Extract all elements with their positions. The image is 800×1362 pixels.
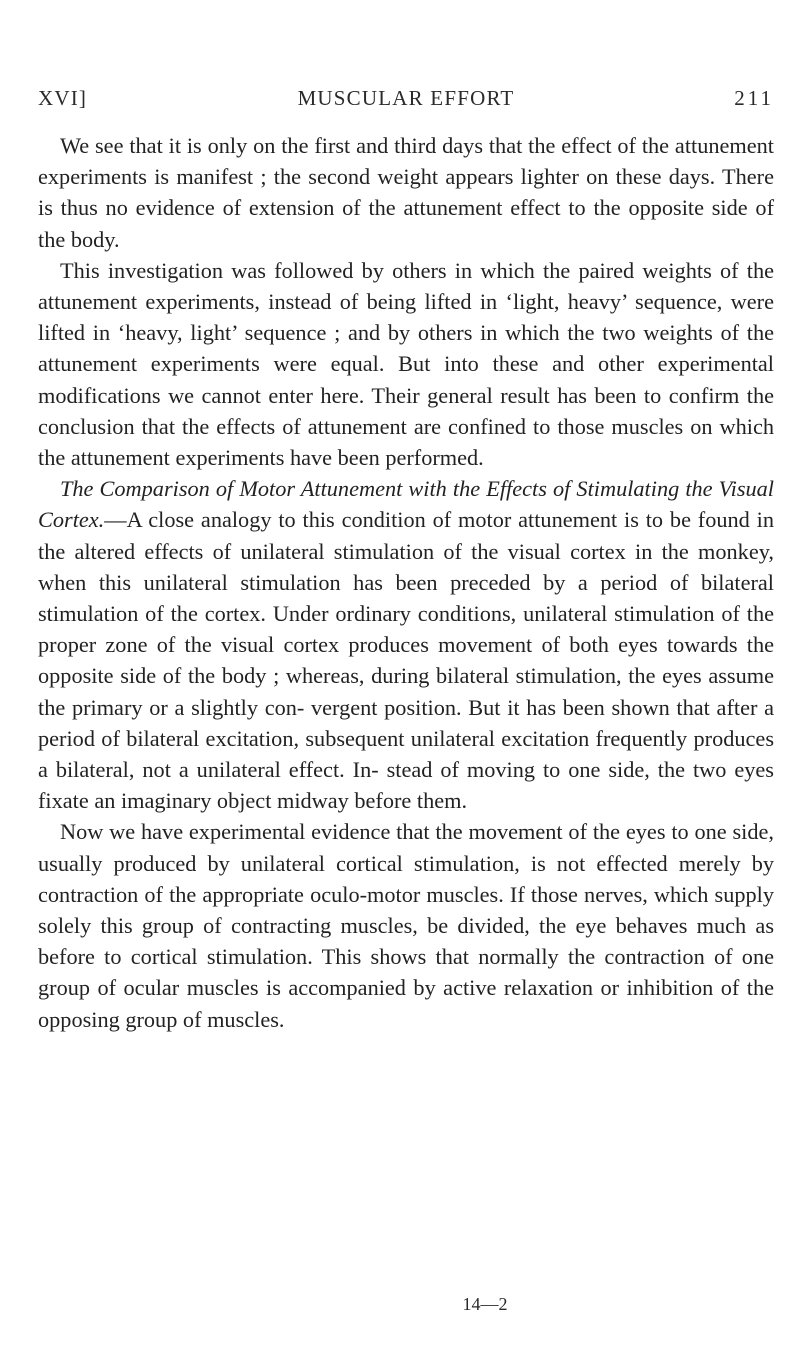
- paragraph-text: This investigation was followed by others in which the paired weights of the attunement experiments, instead of being lifted in ‘light, heavy’ sequence, were lifted in ‘heavy, light’ sequence ; and by others in which the two weights of the attunement experiments were equal. But into these and other experimental modifications we cannot enter here. Their general result has been to confirm the conclusion that the effects of attunement are confined to those muscles on which the attunement experiments have been performed.: [38, 257, 774, 471]
- paragraph-text: We see that it is only on the first and third days that the effect of the attunement experiments is manifest ; the second weight appears lighter on these days. There is thus no evidence of extension of the attunement effect to the opposite side of the body.: [38, 133, 774, 252]
- signature-mark: 14—2: [462, 1294, 508, 1314]
- paragraph: [38, 816, 774, 1034]
- page-number: 211: [734, 86, 774, 110]
- body-text: [38, 130, 774, 1035]
- paragraph: [38, 255, 774, 473]
- paragraph: [38, 130, 774, 255]
- running-title: MUSCULAR EFFORT: [297, 86, 515, 110]
- paragraph-text: Now we have experimental evidence that the movement of the eyes to one side, usually produced by unilateral cortical stimulation, is not effected merely by contraction of the appropriate oculo-motor muscles. If those nerves, which supply solely this group of contracting muscles, be divided, the eye behaves much as before to cortical stimulation. This shows that normally the contraction of one group of ocular muscles is accompanied by active relaxation or inhibition of the opposing group of muscles.: [38, 819, 774, 1032]
- paragraph-text: —A close analogy to this condition of motor attunement is to be found in the altered effects of unilateral stimulation of the visual cortex in the monkey, when this unilateral stimulation has been preceded by a period of bilateral stimulation of the cortex. Under ordinary conditions, unilateral stimulation of the proper zone of the visual cortex produces movement of both eyes towards the opposite side of the body ; whereas, during bilateral stimulation, the eyes assume the primary or a slightly con- vergent position. But it has been shown that after a period of bilateral excitation, subsequent unilateral excitation frequently produces a bilateral, not a unilateral effect. In- stead of moving to one side, the two eyes fixate an imaginary object midway before them.: [38, 507, 774, 814]
- section-heading: The Comparison of Motor Attunement with the Effects of Stimulating the Visual Cortex.: [38, 476, 774, 533]
- paragraph: [38, 473, 774, 816]
- chapter-number: XVI]: [38, 86, 88, 110]
- running-head: [38, 86, 774, 116]
